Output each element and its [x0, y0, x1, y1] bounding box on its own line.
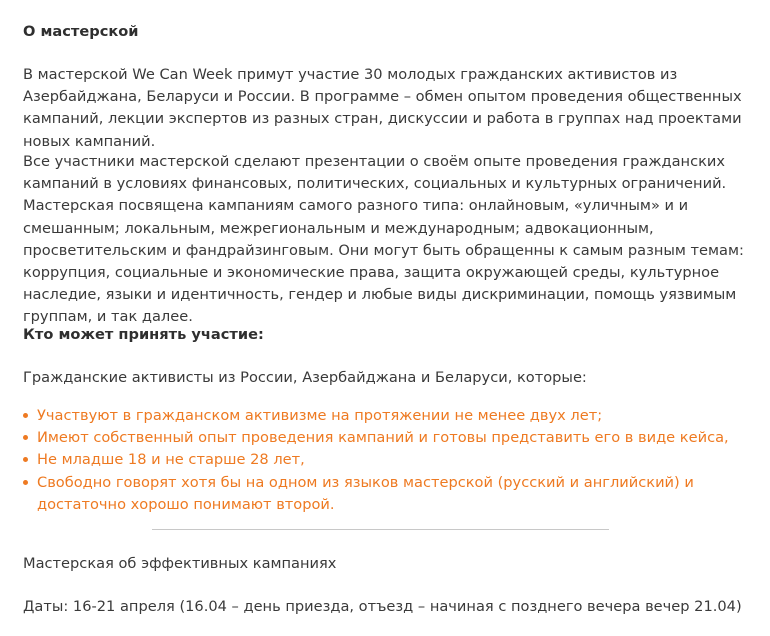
criteria-item	[23, 405, 743, 427]
about-paragraph-1: В мастерской We Can Week примут участие 30 молодых гражданских активистов из Азербайджана, Беларуси и России. В программе – обмен опытом проведения общественных кампаний, лекции экспертов из разных стран, дискуссии и работа в группах над проектами новых кампаний.	[23, 66, 742, 150]
criteria-text: Свободно говорят хотя бы на одном из языков мастерской (русский и английский) и достаточно хорошо понимают второй.	[37, 473, 694, 513]
about-heading: О мастерской	[23, 23, 139, 40]
criteria-list	[23, 405, 743, 516]
bullet-icon	[23, 435, 28, 440]
criteria-text: Участвуют в гражданском активизме на протяжении не менее двух лет;	[37, 407, 603, 424]
criteria-text: Имеют собственный опыт проведения кампаний и готовы представить его в виде кейса,	[37, 429, 729, 447]
criteria-item	[23, 449, 743, 471]
criteria-item	[23, 472, 743, 516]
criteria-item	[23, 427, 743, 449]
participants-intro: Гражданские активисты из России, Азербайджана и Беларуси, которые:	[23, 369, 587, 386]
participants-heading: Кто может принять участие:	[23, 326, 264, 343]
bullet-icon	[23, 413, 28, 418]
about-paragraph-2: Все участники мастерской сделают презентации о своём опыте проведения гражданских кампаний в условиях финансовых, политических, социальных и культурных ограничений. Мастерская посвящена кампаниям самого разного типа: онлайновым, «уличным» и и смешанным; локальным, межрегиональным и международным; адвокационным, просветительским и фандрайзинговым. Они могут быть обращенны к самым разным темам: коррупция, социальные и экономические права, защита окружающей среды, культурное наследие, языки и идентичность, гендер и любые виды дискриминации, помощь уязвимым группам, и так далее.	[23, 153, 744, 326]
bullet-icon	[23, 480, 28, 485]
workshop-subtitle: Мастерская об эффективных кампаниях	[23, 555, 337, 572]
section-divider	[152, 529, 609, 530]
workshop-dates: Даты: 16-21 апреля (16.04 – день приезда, отъезд – начиная с позднего вечера вечер 21.04)	[23, 598, 742, 615]
bullet-icon	[23, 457, 28, 462]
criteria-text: Не младше 18 и не старше 28 лет,	[37, 451, 305, 469]
